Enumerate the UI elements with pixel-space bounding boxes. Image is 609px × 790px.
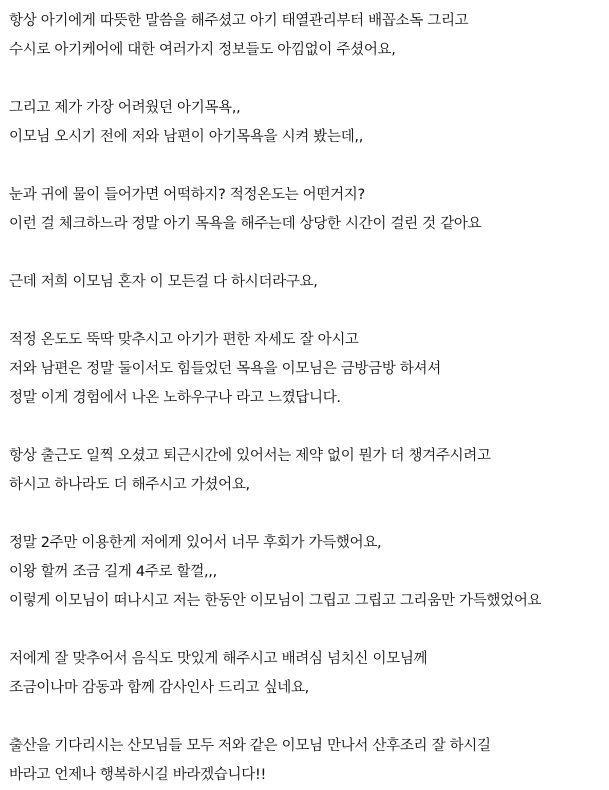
text-line: 적정 온도도 뚝딱 맞추시고 아기가 편한 자세도 잘 아시고 [9, 332, 359, 348]
paragraph [9, 94, 605, 152]
text-line: 수시로 아기케어에 대한 여러가지 정보들도 아낌없이 주셨어요, [9, 42, 396, 58]
text-line: 저와 남편은 정말 둘이서도 힘들었던 목욕을 이모님은 금방금방 하셔셔 [9, 361, 441, 377]
text-line: 정말 2주만 이용한게 저에게 있어서 너무 후회가 가득했어요, [9, 535, 382, 551]
paragraph-gap [9, 152, 605, 181]
paragraph [9, 645, 605, 703]
paragraph [9, 732, 605, 790]
paragraph [9, 529, 605, 616]
paragraph [9, 268, 605, 297]
text-line: 이런 걸 체크하느라 정말 아기 목욕을 해주는데 상당한 시간이 걸린 것 같아요 [9, 216, 482, 232]
text-line: 항상 아기에게 따뜻한 말씀을 해주셨고 아기 태열관리부터 배꼽소독 그리고 [9, 13, 469, 29]
paragraph [9, 7, 605, 65]
text-line: 그리고 제가 가장 어려웠던 아기목욕,, [9, 100, 241, 116]
text-line: 이모님 오시기 전에 저와 남편이 아기목욕을 시켜 봤는데,, [9, 129, 364, 145]
paragraph-gap [9, 616, 605, 645]
text-line: 하시고 하나라도 더 해주시고 가셨어요, [9, 477, 250, 493]
text-line: 항상 출근도 일찍 오셨고 퇴근시간에 있어서는 제약 없이 뭔가 더 챙겨주시려고 [9, 448, 491, 464]
paragraph [9, 181, 605, 239]
paragraph-gap [9, 65, 605, 94]
review-text-body [9, 7, 605, 790]
paragraph [9, 326, 605, 413]
text-line: 이왕 할꺼 조금 길게 4주로 할껄,,, [9, 564, 217, 580]
paragraph-gap [9, 297, 605, 326]
text-line: 바라고 언제나 행복하시길 바라겠습니다!! [9, 767, 266, 783]
paragraph-gap [9, 239, 605, 268]
paragraph-gap [9, 703, 605, 732]
text-line: 근데 저희 이모님 혼자 이 모든걸 다 하시더라구요, [9, 274, 318, 290]
paragraph-gap [9, 413, 605, 442]
paragraph-gap [9, 500, 605, 529]
text-line: 조금이나마 감동과 함께 감사인사 드리고 싶네요, [9, 680, 309, 696]
text-line: 저에게 잘 맞추어서 음식도 맛있게 해주시고 배려심 넘치신 이모님께 [9, 651, 428, 667]
text-line: 출산을 기다리시는 산모님들 모두 저와 같은 이모님 만나서 산후조리 잘 하시길 [9, 738, 491, 754]
text-line: 정말 이게 경험에서 나온 노하우구나 라고 느꼈답니다. [9, 390, 341, 406]
paragraph [9, 442, 605, 500]
text-line: 눈과 귀에 물이 들어가면 어떡하지? 적정온도는 어떤거지? [9, 187, 365, 203]
text-line: 이렇게 이모님이 떠나시고 저는 한동안 이모님이 그립고 그립고 그리움만 가득했었어요 [9, 593, 542, 609]
